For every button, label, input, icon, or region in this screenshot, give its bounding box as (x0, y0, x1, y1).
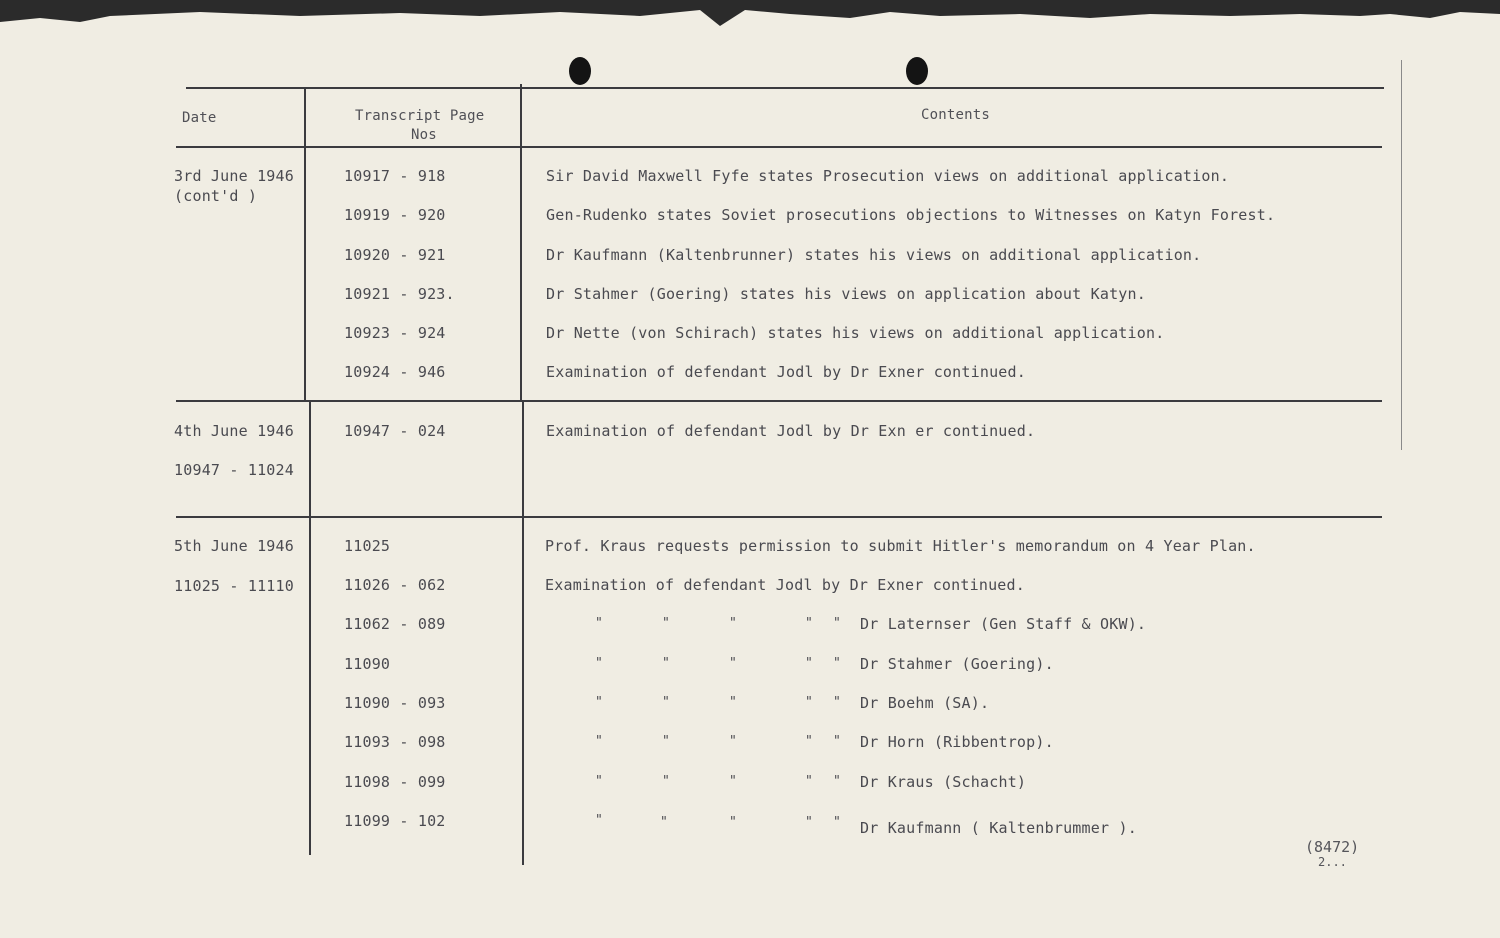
page-range: 11026 - 062 (344, 576, 446, 594)
contents-cell: Prof. Kraus requests permission to submit Hitler's memorandum on 4 Year Plan. (545, 537, 1256, 555)
contents-cell: Dr Kaufmann ( Kaltenbrummer ). (860, 819, 1137, 837)
ditto-mark: " (833, 695, 841, 710)
archive-number: (8472) (1305, 838, 1360, 856)
ditto-mark: " (833, 616, 841, 631)
page-range: 11093 - 098 (344, 733, 446, 751)
page-range: 11090 (344, 655, 391, 673)
punch-hole-left (569, 57, 591, 85)
page-range: 10917 - 918 (344, 167, 446, 185)
contents-cell: Examination of defendant Jodl by Dr Exner continued. (546, 363, 1026, 381)
ditto-mark: " (595, 734, 603, 749)
section-rule-1 (176, 400, 1382, 402)
contents-cell: Examination of defendant Jodl by Dr Exn er continued. (546, 422, 1036, 440)
ditto-mark: " (729, 734, 737, 749)
ditto-mark: " (660, 815, 668, 830)
date-cell-range: 10947 - 11024 (174, 461, 294, 479)
ditto-mark: " (805, 656, 813, 671)
ditto-mark: " (595, 656, 603, 671)
ditto-mark: " (729, 656, 737, 671)
contents-cell: Dr Nette (von Schirach) states his views on additional application. (546, 324, 1165, 342)
header-date: Date (182, 110, 217, 126)
page-range: 11025 (344, 537, 391, 555)
section-rule-2 (176, 516, 1382, 518)
page-range: 10921 - 923. (344, 285, 455, 303)
ditto-mark: " (805, 734, 813, 749)
contents-cell: Dr Kraus (Schacht) (860, 773, 1027, 791)
contents-cell: Dr Stahmer (Goering). (860, 655, 1054, 673)
ditto-mark: " (662, 656, 670, 671)
column-divider-2b (522, 400, 524, 865)
page-range: 10947 - 024 (344, 422, 446, 440)
page-range: 10923 - 924 (344, 324, 446, 342)
torn-top-edge (0, 0, 1500, 40)
ditto-mark: " (595, 695, 603, 710)
ditto-mark: " (805, 815, 813, 830)
ditto-mark: " (595, 616, 603, 631)
page-range: 10920 - 921 (344, 246, 446, 264)
page-range: 11098 - 099 (344, 773, 446, 791)
page-range: 11062 - 089 (344, 615, 446, 633)
contents-cell: Gen-Rudenko states Soviet prosecutions objections to Witnesses on Katyn Forest. (546, 206, 1276, 224)
column-divider-1b (309, 400, 311, 855)
page-range: 10924 - 946 (344, 363, 446, 381)
ditto-mark: " (805, 774, 813, 789)
ditto-mark: " (833, 656, 841, 671)
archive-number-2: 2... (1318, 855, 1347, 869)
column-divider-2 (520, 84, 522, 400)
contents-cell: Dr Kaufmann (Kaltenbrunner) states his views on additional application. (546, 246, 1202, 264)
date-cell: 5th June 1946 (174, 537, 294, 555)
ditto-mark: " (595, 813, 603, 828)
ditto-mark: " (833, 815, 841, 830)
ditto-mark: " (833, 774, 841, 789)
ditto-mark: " (662, 774, 670, 789)
column-divider-1 (304, 88, 306, 400)
header-page-nos: Transcript Page (355, 108, 485, 124)
page-range: 10919 - 920 (344, 206, 446, 224)
header-page-nos-2: Nos (411, 127, 437, 143)
page-range: 11090 - 093 (344, 694, 446, 712)
margin-rule (1401, 60, 1402, 450)
ditto-mark: " (729, 815, 737, 830)
ditto-mark: " (833, 734, 841, 749)
contents-cell: Dr Boehm (SA). (860, 694, 990, 712)
contents-cell: Dr Stahmer (Goering) states his views on application about Katyn. (546, 285, 1146, 303)
ditto-mark: " (662, 734, 670, 749)
ditto-mark: " (662, 616, 670, 631)
contents-cell: Examination of defendant Jodl by Dr Exner continued. (545, 576, 1025, 594)
contents-cell: Dr Horn (Ribbentrop). (860, 733, 1054, 751)
contents-cell: Sir David Maxwell Fyfe states Prosecution views on additional application. (546, 167, 1230, 185)
header-contents: Contents (921, 107, 991, 123)
ditto-mark: " (729, 774, 737, 789)
ditto-mark: " (805, 695, 813, 710)
page-range: 11099 - 102 (344, 812, 446, 830)
ditto-mark: " (729, 695, 737, 710)
table-top-rule (186, 87, 1384, 89)
date-cell: 4th June 1946 (174, 422, 294, 440)
ditto-mark: " (805, 616, 813, 631)
date-cell-note: (cont'd ) (174, 187, 258, 205)
date-cell-range: 11025 - 11110 (174, 577, 294, 595)
date-cell: 3rd June 1946 (174, 167, 294, 185)
header-bottom-rule (176, 146, 1382, 148)
punch-hole-right (906, 57, 928, 85)
ditto-mark: " (595, 774, 603, 789)
ditto-mark: " (729, 616, 737, 631)
ditto-mark: " (662, 695, 670, 710)
contents-cell: Dr Laternser (Gen Staff & OKW). (860, 615, 1147, 633)
